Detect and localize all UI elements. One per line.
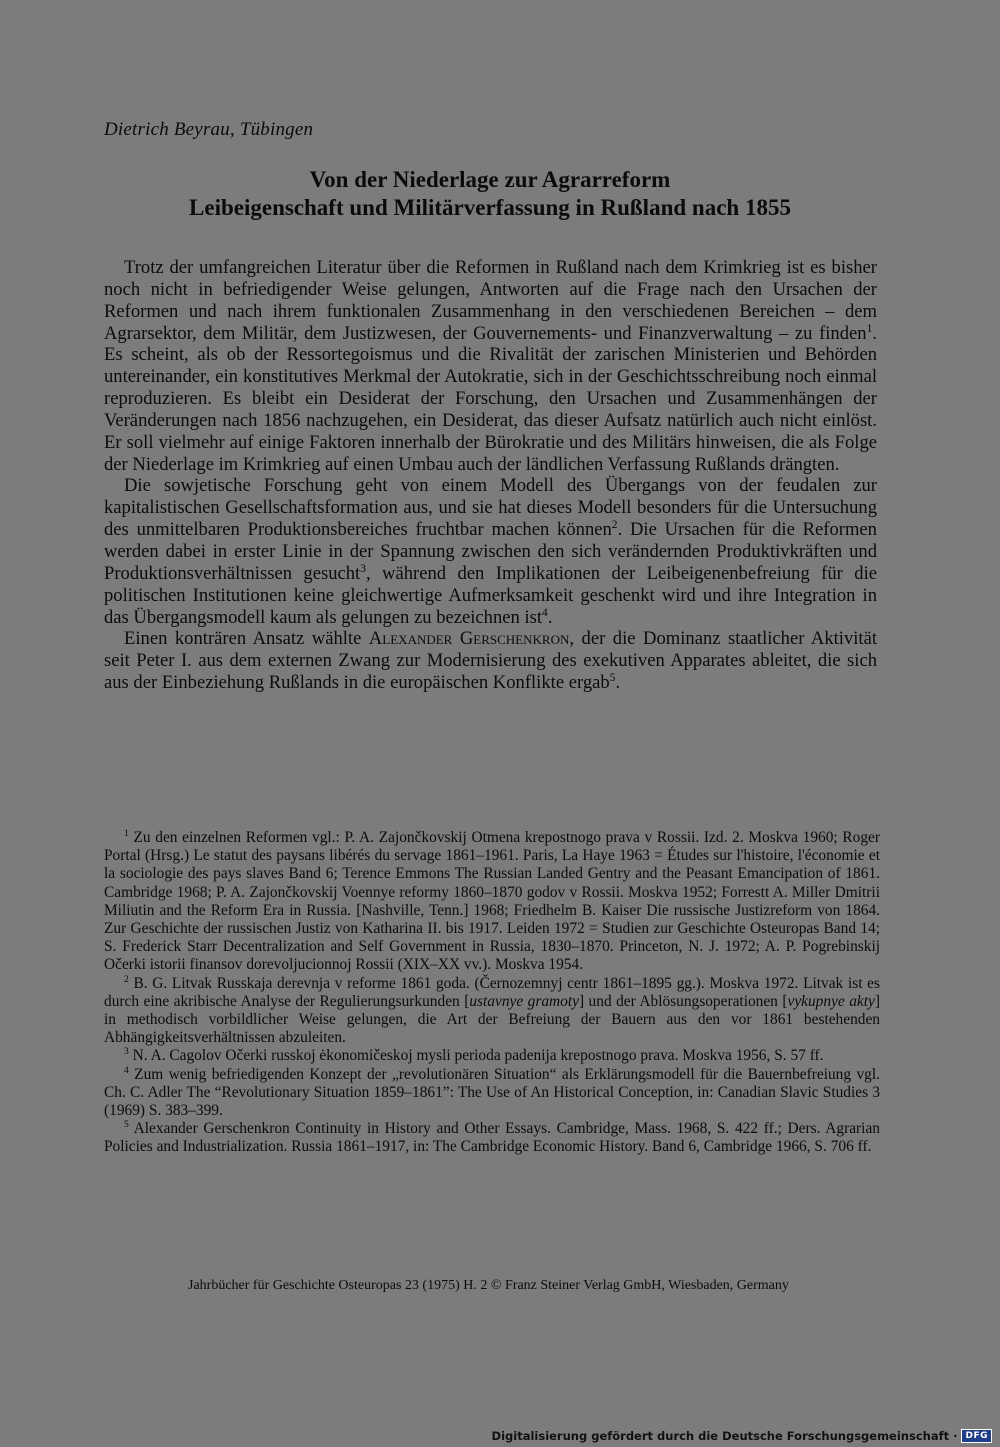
footnote-ref-4: 4: [542, 606, 548, 619]
footnote-2: $^2$ B. G. Litvak Russkaja derevnja v reforme 1861 goda. (Černozemnyj centr 1861–1895 gg.). Moskva 1972. Litvak ist es durch eine akribische Analyse der Regulierungsurkunden [ustavnye gramoty] und der Ablösungsoperationen [vykupnye akty] in methodisch vorbildlicher Weise gelungen, die Art der Befreiung der Bauern aus den vor 1861 bestehenden Abhängigkeitsverhältnissen abzuleiten.: [104, 973, 880, 1047]
dfg-logo: DFG: [961, 1429, 992, 1443]
author-line: Dietrich Beyrau, Tübingen: [104, 119, 314, 140]
journal-footer: Jahrbücher für Geschichte Osteuropas 23 (1975) H. 2 © Franz Steiner Verlag GmbH, Wiesbaden, Germany: [188, 1278, 789, 1293]
footnotes: [104, 829, 880, 1157]
footnote-ref-5: 5: [609, 671, 616, 684]
footnote-5: $^5$ Alexander Gerschenkron Continuity in History and Other Essays. Cambridge, Mass. 1968, S. 422 ff.; Ders. Agrarian Policies and Industrialization. Russia 1861–1917, in: The Cambridge Economic History. Band 6, Cambridge 1966, S. 706 ff.: [104, 1119, 880, 1156]
paragraph-1: Trotz der umfangreichen Literatur über die Reformen in Rußland nach dem Krimkrieg ist es bisher noch nicht in befriedigender Weise gelungen, Antworten auf die Frage nach den Ursachen der Reformen und nach ihrem funktionalen Zusammenhang in den verschiedenen Bereichen – dem Agrarsektor, dem Militär, dem Justizwesen, der Gouvernements- und Finanzverwaltung – zu finden$^1$. Es scheint, als ob der Ressortegoismus und die Rivalität der zarischen Ministerien und Behörden untereinander, ein konstitutives Merkmal der Autokratie, sich in der Geschichtsschreibung noch einmal reproduzieren. Es bleibt ein Desiderat der Forschung, den Ursachen und Zusammenhängen der Veränderungen nach 1856 nachzugehen, ein Desiderat, das dieser Aufsatz natürlich auch nicht einlöst. Er soll vielmehr auf einige Faktoren innerhalb der Bürokratie und des Militärs hinweisen, die als Folge der Niederlage im Krimkrieg auf einen Umbau auch der ländlichen Verfassung Rußlands drängten.: [104, 257, 877, 475]
footnote-1: $^1$ Zu den einzelnen Reformen vgl.: P. A. Zajončkovskij Otmena krepostnogo prava v Rossii. Izd. 2. Moskva 1960; Roger Portal (Hrsg.) Le statut des paysans libérés du servage 1861–1961. Paris, La Haye 1963 = Études sur l'histoire, l'économie et la sociologie des pays slaves Band 6; Terence Emmons The Russian Landed Gentry and the Peasant Emancipation of 1861. Cambridge 1968; P. A. Zajončkovskij Voennye reformy 1860–1870 godov v Rossii. Moskva 1952; Forrestt A. Miller Dmitrii Miliutin and the Reform Era in Russia. [Nashville, Tenn.] 1968; Friedhelm B. Kaiser Die russische Justizreform von 1864. Zur Geschichte der russischen Justiz von Katharina II. bis 1917. Leiden 1972 = Studien zur Geschichte Osteuropas Band 14; S. Frederick Starr Decentralization and Self Government in Russia, 1830–1870. Princeton, N. J. 1972; A. P. Pogrebinskij Očerki istorii finansov dorevoljucionnoj Rossii (XIX–XX vv.). Moskva 1954.: [104, 827, 880, 974]
dfg-notice-text: Digitalisierung gefördert durch die Deutsche Forschungsgemeinschaft ·: [491, 1429, 958, 1443]
footnote-ref-3: 3: [360, 562, 366, 575]
title-line-1: Von der Niederlage zur Agrarreform: [309, 167, 671, 192]
footnote-3: $^3$ N. A. Cagolov Očerki russkoj ėkonomičeskoj mysli perioda padenija krepostnogo prava. Moskva 1956, S. 57 ff.: [124, 1046, 824, 1065]
footnote-ref-1: 1: [866, 322, 873, 335]
author-name-smallcaps: Alexander Gerschenkron: [368, 628, 570, 650]
article-title: [100, 166, 880, 222]
footnote-4: $^4$ Zum wenig befriedigenden Konzept der „revolutionären Situation“ als Erklärungsmodell für die Bauernbefreiung vgl. Ch. C. Adler The “Revolutionary Situation 1859–1861”: The Use of An Historical Conception, in: Canadian Slavic Studies 3 (1969) S. 383–399.: [104, 1064, 880, 1120]
footnote-ref-2: 2: [611, 518, 618, 531]
article-body: [104, 257, 877, 694]
paragraph-2: Die sowjetische Forschung geht von einem Modell des Übergangs von der feudalen zur kapitalistischen Gesellschaftsformation aus, und sie hat dieses Modell besonders für die Untersuchung des unmittelbaren Produktionsbereiches fruchtbar machen können$^2$. Die Ursachen für die Reformen werden dabei in erster Linie in der Spannung zwischen den sich verändernden Produktivkräften und Produktionsverhältnissen gesucht$^3$, während den Implikationen der Leibeigenenbefreiung für die politischen Institutionen keine gleichwertige Aufmerksamkeit geschenkt wird und ihre Integration in das Übergangsmodell kaum als gelungen zu bezeichnen ist$^4$.: [104, 475, 877, 628]
dfg-funding-notice: [492, 1429, 992, 1443]
title-line-2: Leibeigenschaft und Militärverfassung in Rußland nach 1855: [189, 195, 791, 220]
paragraph-3: Einen konträren Ansatz wählte Alexander Gerschenkron, der die Dominanz staatlicher Aktivität seit Peter I. aus dem externen Zwang zur Modernisierung des exekutiven Apparates ableitet, die sich aus der Einbeziehung Rußlands in die europäischen Konflikte ergab$^5$.: [104, 628, 878, 694]
